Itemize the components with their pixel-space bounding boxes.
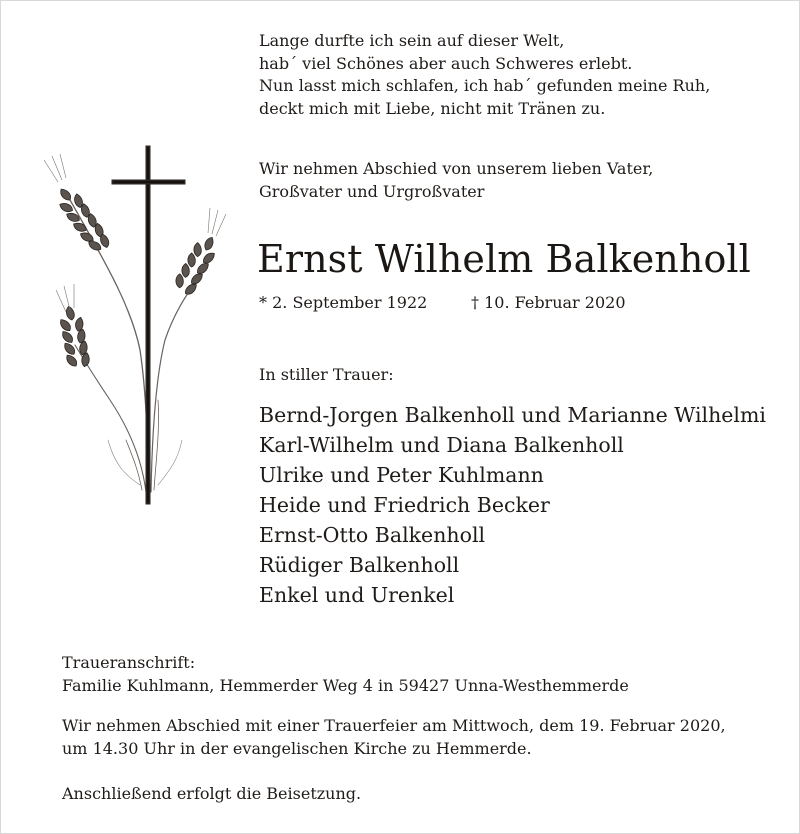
service-line: Wir nehmen Abschied mit einer Trauerfeier am Mittwoch, dem 19. Februar 2020, bbox=[62, 716, 726, 735]
address-label: Traueranschrift: bbox=[62, 653, 196, 672]
intro-line: Wir nehmen Abschied von unserem lieben Vater, bbox=[259, 159, 654, 178]
address-value: Familie Kuhlmann, Hemmerder Weg 4 in 59427 Unna-Westhemmerde bbox=[62, 676, 629, 695]
farewell-intro bbox=[259, 158, 653, 203]
cross-with-wheat-icon bbox=[30, 140, 230, 510]
death-date: † 10. Februar 2020 bbox=[471, 293, 626, 312]
family-member: Rüdiger Balkenholl bbox=[259, 553, 460, 577]
family-member: Karl-Wilhelm und Diana Balkenholl bbox=[259, 433, 624, 457]
poem-line: Lange durfte ich sein auf dieser Welt, bbox=[259, 31, 565, 50]
intro-line: Großvater und Urgroßvater bbox=[259, 181, 485, 201]
mourning-address bbox=[62, 651, 629, 697]
service-line: um 14.30 Uhr in der evangelischen Kirche zu Hemmerde. bbox=[62, 739, 532, 758]
service-info bbox=[62, 714, 726, 760]
poem-line: deckt mich mit Liebe, nicht mit Tränen zu. bbox=[259, 98, 606, 118]
family-member: Bernd-Jorgen Balkenholl und Marianne Wilhelmi bbox=[259, 403, 766, 427]
family-member: Ernst-Otto Balkenholl bbox=[259, 523, 486, 547]
poem-line: Nun lasst mich schlafen, ich hab´ gefunden meine Ruh, bbox=[259, 76, 711, 95]
family-list bbox=[259, 400, 766, 610]
mourning-label: In stiller Trauer: bbox=[259, 365, 394, 384]
burial-note: Anschließend erfolgt die Beisetzung. bbox=[62, 784, 362, 803]
birth-date: * 2. September 1922 bbox=[259, 293, 428, 312]
life-dates bbox=[259, 292, 626, 314]
deceased-name: Ernst Wilhelm Balkenholl bbox=[257, 237, 751, 281]
poem-line: hab´ viel Schönes aber auch Schweres erlebt. bbox=[259, 53, 633, 73]
family-member: Heide und Friedrich Becker bbox=[259, 493, 550, 517]
poem bbox=[259, 30, 710, 120]
family-member: Ulrike und Peter Kuhlmann bbox=[259, 463, 544, 487]
family-member: Enkel und Urenkel bbox=[259, 583, 455, 607]
